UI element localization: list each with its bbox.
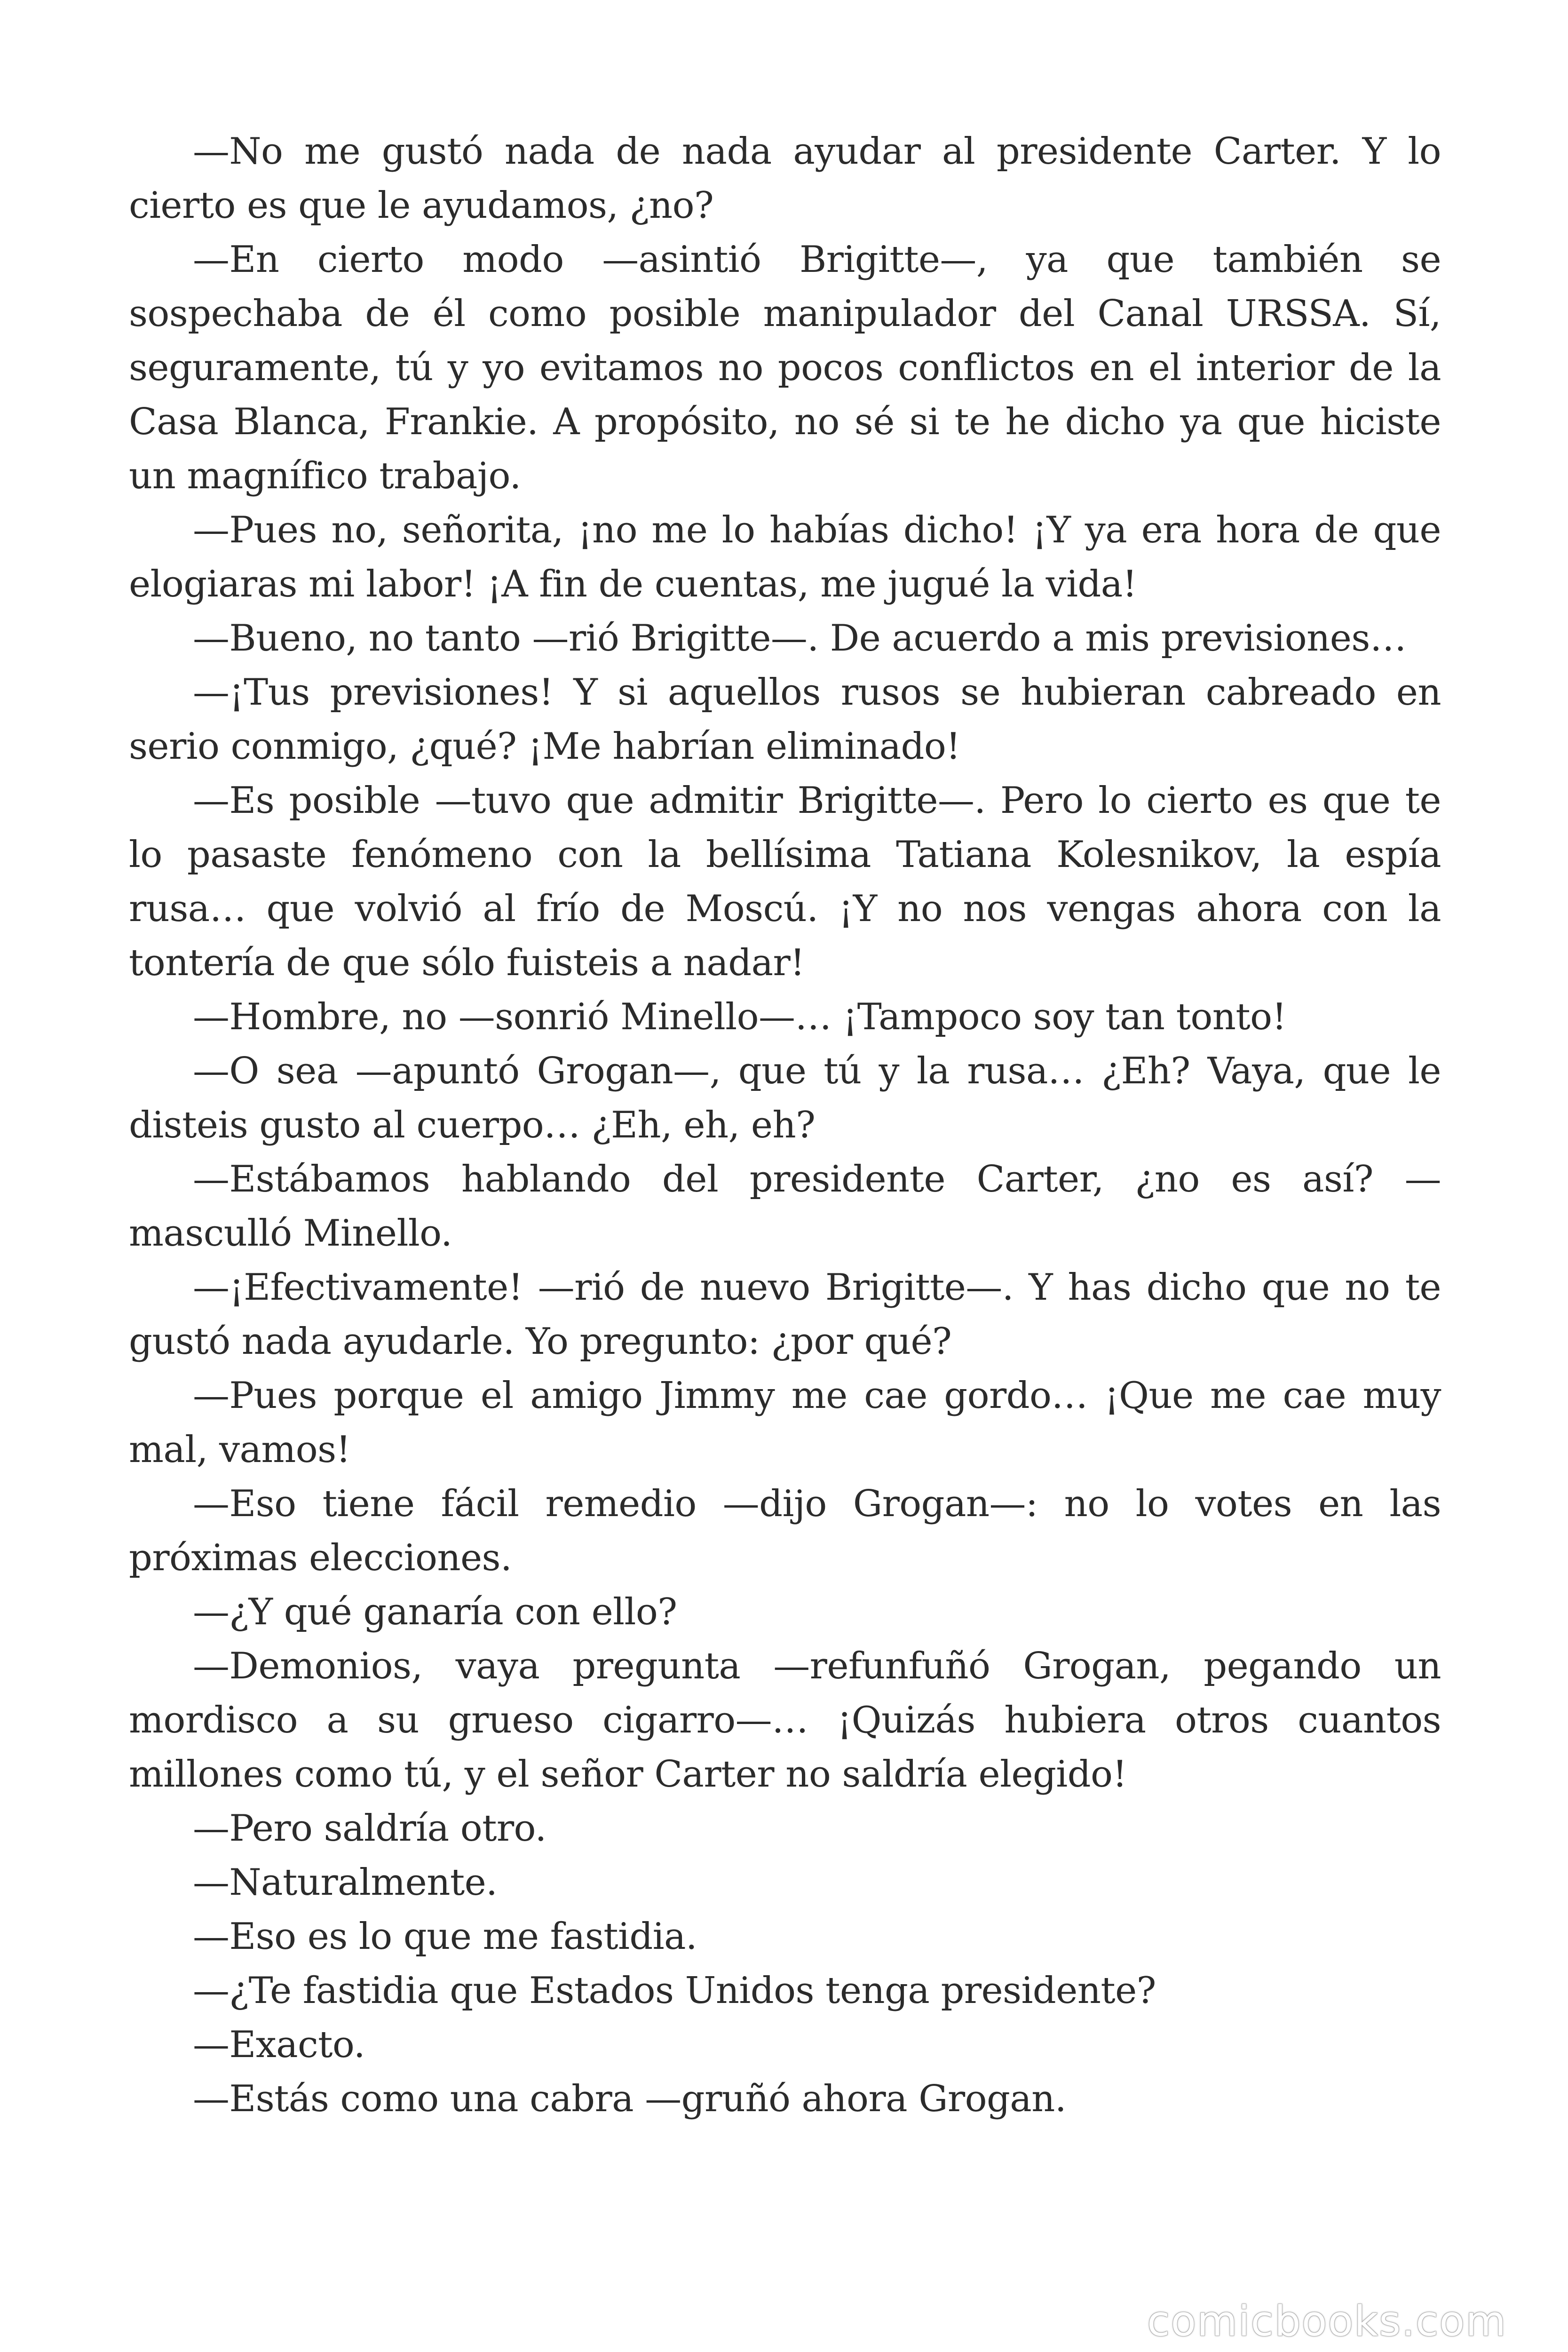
paragraph: —Estábamos hablando del presidente Carter, ¿no es así? —masculló Minello. bbox=[129, 1158, 1441, 1255]
paragraph: —Exacto. bbox=[193, 2024, 365, 2066]
paragraph: —En cierto modo —asintió Brigitte—, ya que también se sospechaba de él como posible manipulador del Canal URSSA. Sí, seguramente, tú y yo evitamos no pocos conflictos en el interior de la Casa Blanca, Frankie. A propósito, no sé si te he dicho ya que hiciste un magnífico trabajo. bbox=[129, 238, 1441, 497]
paragraph: —¿Te fastidia que Estados Unidos tenga presidente? bbox=[193, 1970, 1156, 2012]
paragraph: —Demonios, vaya pregunta —refunfuñó Grogan, pegando un mordisco a su grueso cigarro—… ¡Quizás hubiera otros cuantos millones como tú, y el señor Carter no saldría elegido! bbox=[129, 1645, 1441, 1796]
paragraph: —No me gustó nada de nada ayudar al presidente Carter. Y lo cierto es que le ayudamos, ¿no? bbox=[129, 130, 1441, 227]
page-text bbox=[129, 125, 1441, 2126]
paragraph: —Eso tiene fácil remedio —dijo Grogan—: no lo votes en las próximas elecciones. bbox=[129, 1483, 1441, 1579]
paragraph: —O sea —apuntó Grogan—, que tú y la rusa… ¿Eh? Vaya, que le disteis gusto al cuerpo… ¿Eh, eh, eh? bbox=[129, 1050, 1441, 1146]
paragraph: —Es posible —tuvo que admitir Brigitte—. Pero lo cierto es que te lo pasaste fenómeno con la bellísima Tatiana Kolesnikov, la espía rusa… que volvió al frío de Moscú. ¡Y no nos vengas ahora con la tontería de que sólo fuisteis a nadar! bbox=[129, 779, 1441, 984]
paragraph: —¿Y qué ganaría con ello? bbox=[193, 1591, 677, 1633]
paragraph: —Naturalmente. bbox=[193, 1861, 498, 1904]
paragraph: —¡Tus previsiones! Y si aquellos rusos se hubieran cabreado en serio conmigo, ¿qué? ¡Me habrían eliminado! bbox=[129, 671, 1441, 768]
paragraph: —Eso es lo que me fastidia. bbox=[193, 1915, 697, 1958]
paragraph: —Pues no, señorita, ¡no me lo habías dicho! ¡Y ya era hora de que elogiaras mi labor! ¡A fin de cuentas, me jugué la vida! bbox=[129, 509, 1441, 605]
paragraph: —Pues porque el amigo Jimmy me cae gordo… ¡Que me cae muy mal, vamos! bbox=[129, 1375, 1441, 1471]
watermark: comicbooks.com bbox=[1147, 2297, 1507, 2345]
paragraph: —Estás como una cabra —gruñó ahora Grogan. bbox=[193, 2078, 1067, 2120]
paragraph: —¡Efectivamente! —rió de nuevo Brigitte—. Y has dicho que no te gustó nada ayudarle. Yo pregunto: ¿por qué? bbox=[129, 1266, 1441, 1363]
paragraph: —Pero saldría otro. bbox=[193, 1807, 546, 1850]
paragraph: —Hombre, no —sonrió Minello—… ¡Tampoco soy tan tonto! bbox=[193, 996, 1287, 1038]
paragraph: —Bueno, no tanto —rió Brigitte—. De acuerdo a mis previsiones… bbox=[193, 617, 1407, 660]
